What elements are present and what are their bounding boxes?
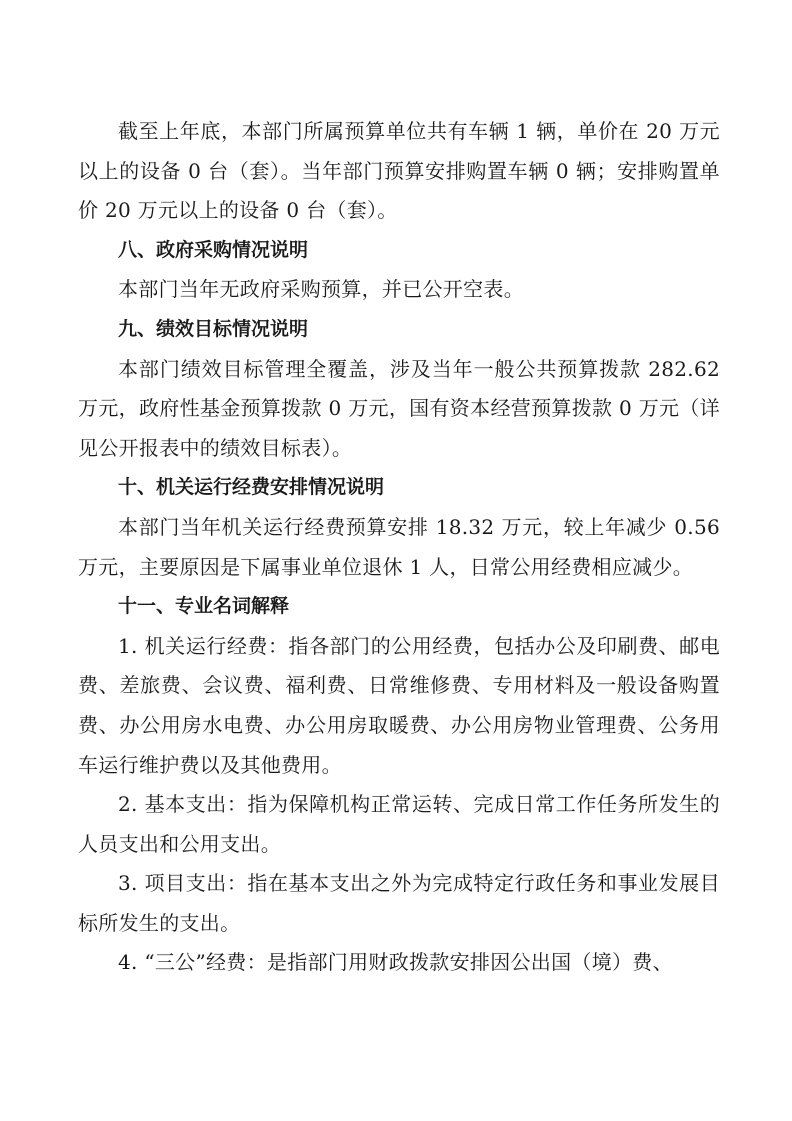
paragraph-vehicles-equipment: 截至上年底，本部门所属预算单位共有车辆 1 辆，单价在 20 万元以上的设备 0 台（套）。当年部门预算安排购置车辆 0 辆；安排购置单价 20 万元以上的设备 0 台（套）。 (78, 119, 720, 223)
heading-glossary: 十一、专业名词解释 (118, 595, 290, 618)
glossary-item-three-public-expenses: 4. “三公”经费：是指部门用财政拨款安排因公出国（境）费、 (118, 950, 673, 975)
glossary-item-operating-expenses: 1. 机关运行经费：指各部门的公用经费，包括办公及印刷费、邮电费、差旅费、会议费、福利费、日常维修费、专用材料及一般设备购置费、办公用房水电费、办公用房取暖费、办公用房物业管理费、公务用车运行维护费以及其他费用。 (78, 633, 720, 777)
glossary-item-project-expenditure: 3. 项目支出：指在基本支出之外为完成特定行政任务和事业发展目标所发生的支出。 (78, 871, 720, 935)
glossary-item-basic-expenditure: 2. 基本支出：指为保障机构正常运转、完成日常工作任务所发生的人员支出和公用支出。 (78, 792, 720, 856)
paragraph-operating-expenses: 本部门当年机关运行经费预算安排 18.32 万元，较上年减少 0.56 万元，主要原因是下属事业单位退休 1 人，日常公用经费相应减少。 (78, 514, 720, 579)
document-page (78, 112, 720, 983)
paragraph-government-procurement: 本部门当年无政府采购预算，并已公开空表。 (118, 277, 524, 302)
paragraph-performance-targets: 本部门绩效目标管理全覆盖，涉及当年一般公共预算拨款 282.62 万元，政府性基金预算拨款 0 万元，国有资本经营预算拨款 0 万元（详见公开报表中的绩效目标表）。 (78, 356, 720, 460)
heading-operating-expenses: 十、机关运行经费安排情况说明 (118, 476, 385, 499)
heading-performance-targets: 九、绩效目标情况说明 (118, 317, 309, 340)
heading-government-procurement: 八、政府采购情况说明 (118, 238, 309, 261)
